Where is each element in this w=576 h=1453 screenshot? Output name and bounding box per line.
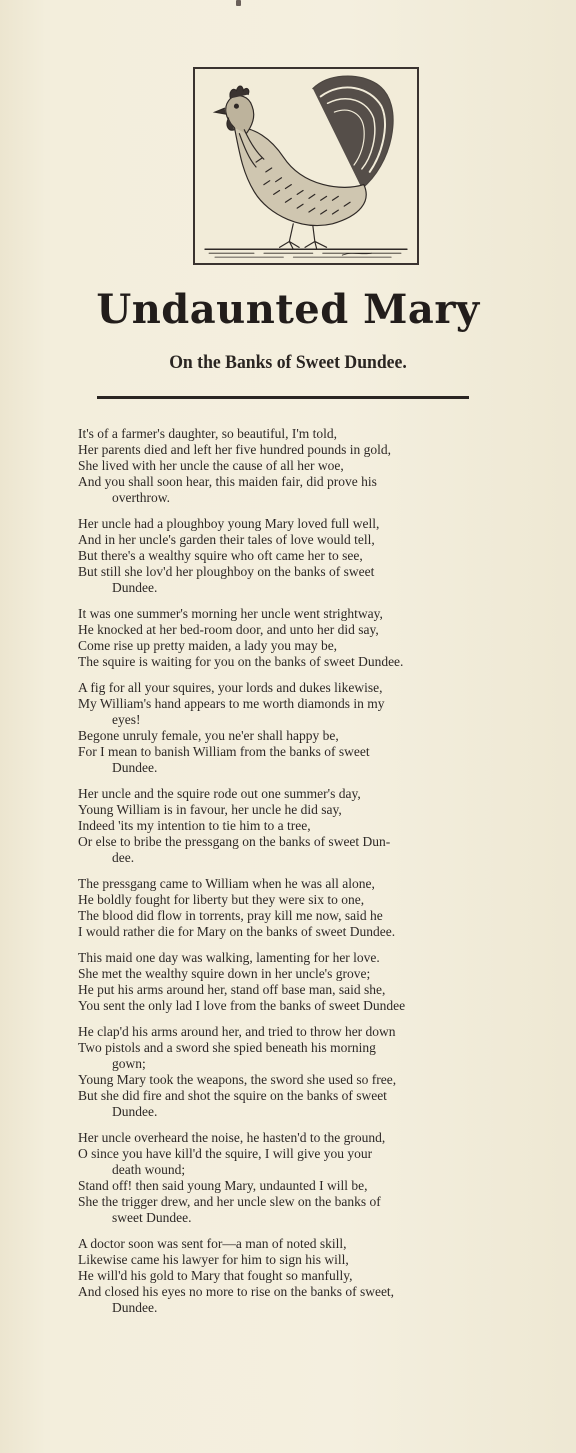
verse-line: But still she lov'd her ploughboy on the banks of sweet [78,564,375,579]
verse-line: For I mean to banish William from the banks of sweet [78,744,370,759]
ballad-subtitle: On the Banks of Sweet Dundee. [169,352,407,373]
rooster-woodcut [193,67,419,265]
verse-line: overthrow. [112,490,170,505]
verse-line: sweet Dundee. [112,1210,192,1225]
stanza-6 [78,876,540,940]
stanza-2 [78,516,540,596]
verse-line: She met the wealthy squire down in her uncle's grove; [78,966,371,981]
stanza-3 [78,606,540,670]
verse-line: Stand off! then said young Mary, undaunted I will be, [78,1178,368,1193]
verse-line: Her parents died and left her five hundred pounds in gold, [78,442,392,457]
verse-line: Her uncle and the squire rode out one summer's day, [78,786,361,801]
verse-line: O since you have kill'd the squire, I will give you your [78,1146,373,1161]
ink-mark [236,0,241,6]
verse-line: He will'd his gold to Mary that fought so manfully, [78,1268,353,1283]
verse-line: Two pistols and a sword she spied beneath his morning [78,1040,376,1055]
ballad-title: Undaunted Mary [96,286,480,333]
verse-line: And closed his eyes no more to rise on the banks of sweet, [78,1284,395,1299]
stanza-4 [78,680,540,776]
verse-line: Or else to bribe the pressgang on the banks of sweet Dun- [78,834,391,849]
verse-line: She the trigger drew, and her uncle slew on the banks of [78,1194,381,1209]
verse-line: She lived with her uncle the cause of all her woe, [78,458,344,473]
verse-line: He put his arms around her, stand off base man, said she, [78,982,386,997]
verse-line: Her uncle overheard the noise, he hasten'd to the ground, [78,1130,386,1145]
verse-line: Likewise came his lawyer for him to sign his will, [78,1252,349,1267]
verse-line: A doctor soon was sent for—a man of noted skill, [78,1236,347,1251]
verse-line: The squire is waiting for you on the banks of sweet Dundee. [78,654,404,669]
stanza-8 [78,1024,540,1120]
verse-line: Dundee. [112,580,158,595]
verse-line: It's of a farmer's daughter, so beautiful, I'm told, [78,426,338,441]
verse-line: Her uncle had a ploughboy young Mary loved full well, [78,516,380,531]
verse-line: The blood did flow in torrents, pray kill me now, said he [78,908,383,923]
verse-line: And in her uncle's garden their tales of love would tell, [78,532,375,547]
stanza-10 [78,1236,540,1316]
verse-line: This maid one day was walking, lamenting for her love. [78,950,380,965]
verse-line: death wound; [112,1162,186,1177]
verse-line: Dundee. [112,1300,158,1315]
verse-line: My William's hand appears to me worth diamonds in my [78,696,385,711]
verse-line: He knocked at her bed-room door, and unto her did say, [78,622,379,637]
verse-line: And you shall soon hear, this maiden fair, did prove his [78,474,377,489]
stanza-5 [78,786,540,866]
verse-line: A fig for all your squires, your lords and dukes likewise, [78,680,383,695]
stanza-7 [78,950,540,1014]
stanza-9 [78,1130,540,1226]
verse-line: Young Mary took the weapons, the sword she used so free, [78,1072,397,1087]
stanza-1 [78,426,540,506]
verse-line: Indeed 'its my intention to tie him to a tree, [78,818,311,833]
verse-line: gown; [112,1056,146,1071]
verse-line: It was one summer's morning her uncle went strightway, [78,606,383,621]
verse-line: But she did fire and shot the squire on the banks of sweet [78,1088,387,1103]
rooster-icon [195,69,417,263]
verse-line: Begone unruly female, you ne'er shall happy be, [78,728,339,743]
title-divider [97,396,469,399]
ballad-verses [78,426,540,1326]
verse-line: I would rather die for Mary on the banks of sweet Dundee. [78,924,396,939]
verse-line: He clap'd his arms around her, and tried to throw her down [78,1024,396,1039]
verse-line: But there's a wealthy squire who oft came her to see, [78,548,363,563]
verse-line: The pressgang came to William when he was all alone, [78,876,375,891]
verse-line: You sent the only lad I love from the banks of sweet Dundee [78,998,406,1013]
verse-line: Young William is in favour, her uncle he did say, [78,802,342,817]
verse-line: Dundee. [112,760,158,775]
verse-line: Dundee. [112,1104,158,1119]
verse-line: dee. [112,850,135,865]
verse-line: eyes! [112,712,141,727]
verse-line: He boldly fought for liberty but they were six to one, [78,892,365,907]
verse-line: Come rise up pretty maiden, a lady you may be, [78,638,338,653]
